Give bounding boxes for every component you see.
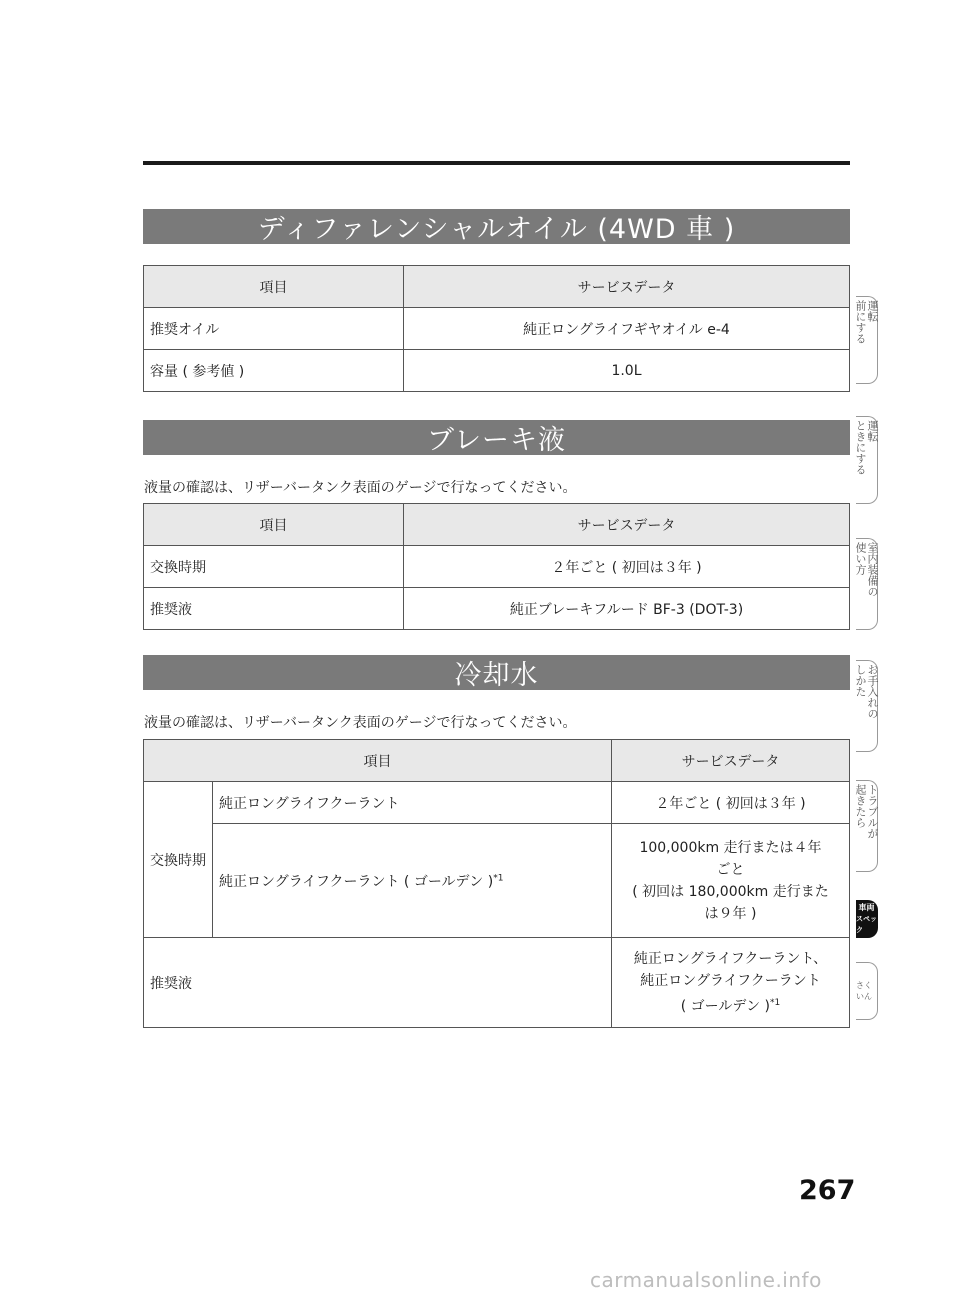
table-row <box>144 546 850 588</box>
header-item: 項目 <box>144 740 612 782</box>
row-label: 推奨オイル <box>144 308 404 350</box>
recommended-line: 純正ロングライフクーラント、 <box>633 950 828 967</box>
side-tab-text: お手入れの <box>866 664 879 719</box>
table-row <box>144 782 850 824</box>
brake-fluid-note: 液量の確認は、リザーバータンク表面のゲージで行なってください。 <box>144 480 577 496</box>
row-label: 容量 ( 参考値 ) <box>144 350 404 392</box>
recommended-value-cell <box>612 938 850 1028</box>
table-row <box>144 824 850 938</box>
recommended-line-text: ( ゴールデン ) <box>680 998 771 1015</box>
recommended-line: 純正ロングライフクーラント <box>640 972 821 989</box>
coolant2-value-line: ごと <box>716 861 745 878</box>
header-service-data: サービスデータ <box>404 266 850 308</box>
coolant-note: 液量の確認は、リザーバータンク表面のゲージで行なってください。 <box>144 715 577 731</box>
side-tab-text: 運転 <box>866 300 879 322</box>
side-tab-text: さくいん <box>856 981 872 1001</box>
header-item: 項目 <box>144 266 404 308</box>
side-tab-text: 室内装備の <box>866 542 879 597</box>
side-tab-maintenance[interactable] <box>856 660 878 752</box>
recommended-footnote-mark: *1 <box>770 997 781 1008</box>
side-tab-text: 使い方 <box>854 542 867 575</box>
row-value: ２年ごと ( 初回は３年 ) <box>404 546 850 588</box>
header-item: 項目 <box>144 504 404 546</box>
coolant2-name-cell <box>213 824 612 938</box>
table-row <box>144 938 850 1028</box>
coolant-table <box>143 739 850 1028</box>
row-label: 推奨液 <box>144 588 404 630</box>
coolant2-footnote-mark: *1 <box>493 872 504 883</box>
table-row <box>144 588 850 630</box>
side-tab-text: 前にする <box>854 300 867 344</box>
page-number: 267 <box>799 1175 856 1206</box>
coolant1-name: 純正ロングライフクーラント <box>213 782 612 824</box>
row-value: 1.0L <box>404 350 850 392</box>
differential-oil-table <box>143 265 850 392</box>
table-row <box>144 350 850 392</box>
side-tab-text: 起きたら <box>854 784 867 828</box>
row-value: 純正ロングライフギヤオイル e-4 <box>404 308 850 350</box>
coolant2-value-cell <box>612 824 850 938</box>
row-label: 交換時期 <box>144 546 404 588</box>
section-title-coolant: 冷却水 <box>143 655 850 690</box>
side-tab-specs[interactable] <box>856 900 878 938</box>
header-service-data: サービスデータ <box>404 504 850 546</box>
side-tab-text: トラブルが <box>866 784 879 839</box>
side-tab-text: ときにする <box>854 420 867 475</box>
row-value: 純正ブレーキフルード BF-3 (DOT-3) <box>404 588 850 630</box>
side-tab-when-driving[interactable] <box>856 416 878 504</box>
top-rule <box>143 161 850 165</box>
recommended-line <box>618 992 843 1018</box>
side-tab-trouble[interactable] <box>856 780 878 872</box>
side-tab-text: しかた <box>854 664 867 697</box>
header-service-data: サービスデータ <box>612 740 850 782</box>
coolant2-value-line: ( 初回は 180,000km 走行また <box>632 883 829 900</box>
side-tab-interior[interactable] <box>856 538 878 630</box>
side-tab-text: スペック <box>856 915 877 934</box>
coolant2-value-line: は９年 ) <box>704 905 757 922</box>
table-row <box>144 308 850 350</box>
exchange-label: 交換時期 <box>144 782 213 938</box>
coolant2-value-line: 100,000km 走行または４年 <box>639 839 822 856</box>
side-tab-text: 車両 <box>858 903 875 912</box>
side-tab-before-driving[interactable] <box>856 296 878 384</box>
section-title-brake-fluid: ブレーキ液 <box>143 420 850 455</box>
recommended-label: 推奨液 <box>144 938 612 1028</box>
side-tab-text: 運転 <box>866 420 879 442</box>
watermark: carmanualsonline.info <box>590 1268 822 1292</box>
coolant2-name: 純正ロングライフクーラント ( ゴールデン ) <box>219 873 494 890</box>
brake-fluid-table <box>143 503 850 630</box>
section-title-differential-oil: ディファレンシャルオイル (4WD 車 ) <box>143 209 850 244</box>
coolant1-value: ２年ごと ( 初回は３年 ) <box>612 782 850 824</box>
side-tab-index[interactable] <box>856 962 878 1020</box>
